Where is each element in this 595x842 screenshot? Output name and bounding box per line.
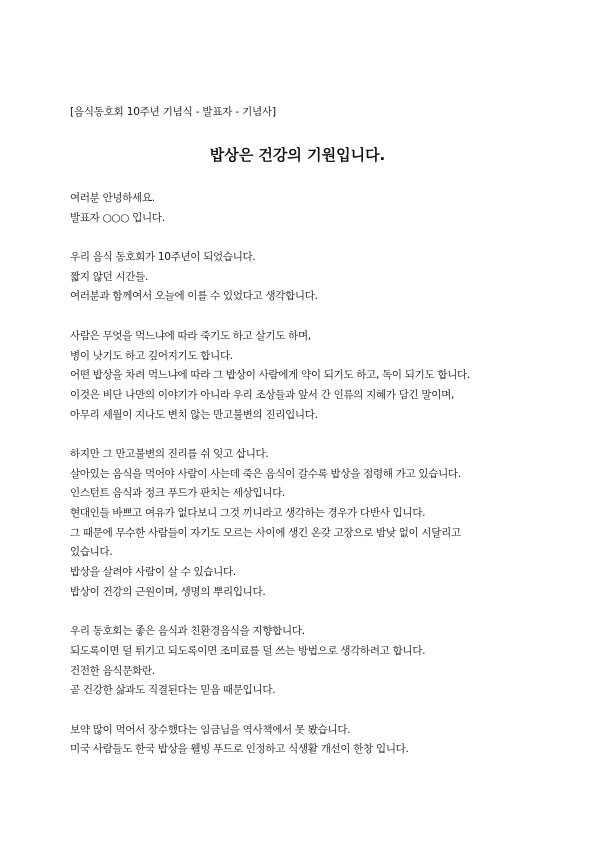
text-line: 있습니다. (70, 546, 113, 559)
paragraph-gap (70, 701, 530, 721)
text-line: 여러분과 함께여서 오늘에 이를 수 있었다고 생각합니다. (70, 290, 318, 303)
document-header: [음식동호회 10주년 기념식 - 발표자 - 기념사] (70, 106, 276, 118)
text-line: 여러분 안녕하세요. (70, 192, 155, 204)
paragraph (70, 189, 530, 228)
paragraph (70, 721, 530, 760)
text-line: 우리 동호회는 좋은 음식과 친환경음식을 지향합니다. (70, 625, 305, 638)
text-line: 살아있는 음식을 먹어야 사람이 사는데 죽은 음식이 갈수록 밥상을 점령해 가고 있습니다. (70, 467, 461, 480)
paragraph-gap (70, 228, 530, 248)
paragraph-gap (70, 307, 530, 327)
paragraph-gap (70, 425, 530, 445)
text-line: 발표자 ○○○ 입니다. (70, 211, 165, 224)
paragraph (70, 327, 530, 425)
paragraph-gap (70, 602, 530, 622)
text-line: 사람은 무엇을 먹느냐에 따라 죽기도 하고 살기도 하며, (70, 329, 311, 342)
text-line: 곧 건강한 삶과도 직결된다는 믿음 때문입니다. (70, 684, 276, 697)
text-line: 그 때문에 무수한 사람들이 자기도 모르는 사이에 생긴 온갖 고장으로 밤낮 없이 시달리고 (70, 526, 461, 539)
text-line: 짧지 않던 시간들. (70, 270, 149, 283)
document-title: 밥상은 건강의 기원입니다. (209, 146, 386, 164)
text-line: 미국 사람들도 한국 밥상을 웰빙 푸드로 인정하고 식생활 개선이 한창 입니다. (70, 743, 409, 756)
text-line: 밥상이 건강의 근원이며, 생명의 뿌리입니다. (70, 585, 266, 598)
text-line: 되도록이면 덜 튀기고 되도록이면 조미료를 덜 쓰는 방법으로 생각하려고 합니다. (70, 644, 426, 657)
text-line: 인스턴트 음식과 정크 푸드가 판치는 세상입니다. (70, 487, 286, 500)
text-line: 이것은 비단 나만의 이야기가 아니라 우리 조상들과 앞서 간 인류의 지혜가 담긴 말이며, (70, 388, 454, 401)
text-line: 밥상을 살려야 사람이 살 수 있습니다. (70, 566, 236, 579)
text-line: 보약 많이 먹어서 장수했다는 임금님을 역사책에서 못 봤습니다. (70, 723, 351, 736)
text-line: 병이 낫기도 하고 깊어지기도 합니다. (70, 349, 233, 362)
text-line: 어떤 밥상을 차려 먹느냐에 따라 그 밥상이 사람에게 약이 되기도 하고, 독이 되기도 합니다. (70, 369, 470, 382)
text-line: 건전한 음식문화란. (70, 664, 155, 677)
paragraph (70, 622, 530, 701)
text-line: 현대인들 바쁘고 여유가 없다보니 그것 끼니라고 생각하는 경우가 다반사 입니다. (70, 507, 426, 519)
text-line: 우리 음식 동호회가 10주년이 되었습니다. (70, 251, 256, 264)
paragraph (70, 248, 530, 307)
paragraph (70, 445, 530, 603)
text-line: 아무리 세월이 지나도 변치 않는 만고불변의 진리입니다. (70, 408, 318, 421)
text-line: 하지만 그 만고불변의 진리를 쉬 잊고 삽니다. (70, 447, 269, 460)
document-body (70, 189, 530, 760)
